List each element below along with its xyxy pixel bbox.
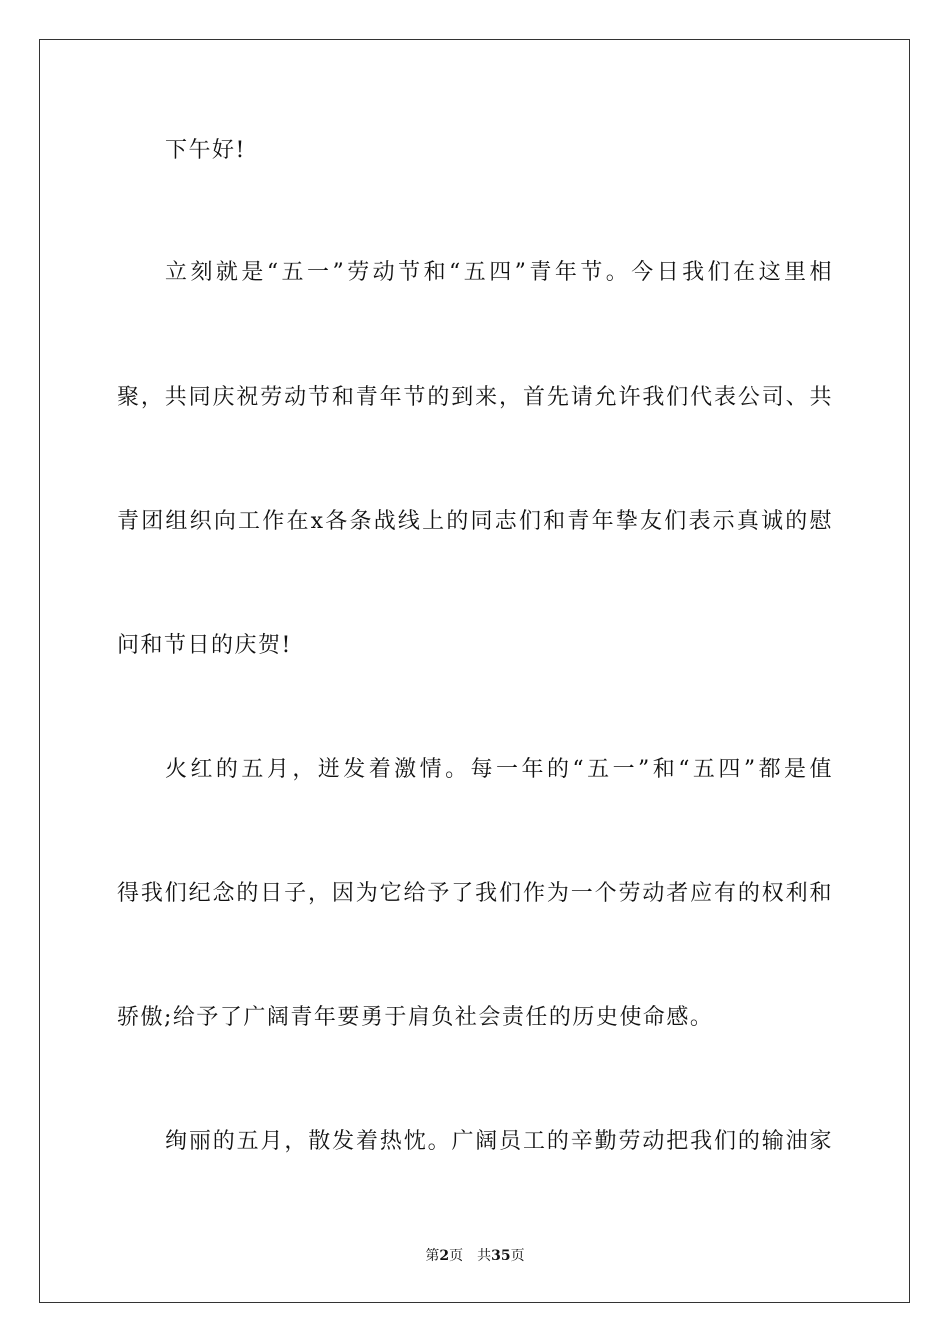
- total-prefix: 共: [477, 1248, 492, 1264]
- paragraph-3-line-1: 绚丽的五月，散发着热忱。广阔员工的辛勤劳动把我们的输油家: [165, 1129, 833, 1154]
- paragraph-1-line-4: 问和节日的庆贺!: [117, 633, 292, 658]
- paragraph-1-line-1: 立刻就是“五一”劳动节和“五四”青年节。今日我们在这里相: [165, 260, 833, 285]
- paragraph-1-line-3: 青团组织向工作在x各条战线上的同志们和青年挚友们表示真诚的慰: [117, 509, 833, 534]
- paragraph-1-line-2: 聚，共同庆祝劳动节和青年节的到来，首先请允许我们代表公司、共: [117, 385, 833, 410]
- total-page-count: 35: [491, 1248, 511, 1264]
- total-suffix: 页: [510, 1248, 525, 1264]
- paragraph-2-line-3: 骄傲;给予了广阔青年要勇于肩负社会责任的历史使命感。: [117, 1005, 714, 1030]
- paragraph-2-line-2: 得我们纪念的日子，因为它给予了我们作为一个劳动者应有的权利和: [117, 881, 833, 906]
- paragraph-2-line-1: 火红的五月，迸发着激情。每一年的“五一”和“五四”都是值: [165, 757, 833, 782]
- page-frame: [39, 39, 910, 1303]
- page-suffix: 页: [449, 1248, 464, 1264]
- page-prefix: 第: [425, 1248, 440, 1264]
- greeting-line: 下午好!: [165, 138, 246, 163]
- page-footer: [0, 1247, 950, 1265]
- current-page-number: 2: [439, 1248, 450, 1264]
